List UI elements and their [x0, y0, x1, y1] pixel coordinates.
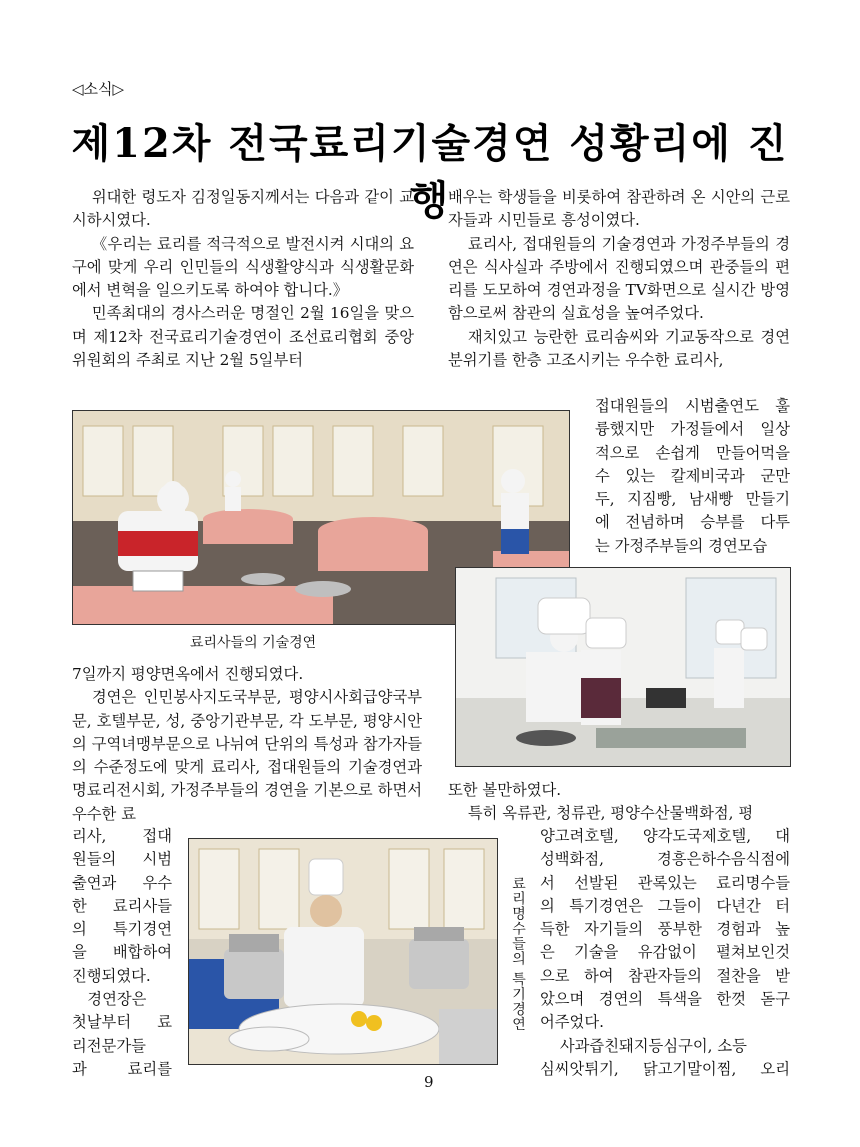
line: 리사, 접대 — [72, 827, 172, 845]
cooking-contest-photo-3 — [188, 838, 498, 1065]
line: 출연과 우수 — [72, 873, 172, 892]
photo-caption: 료리사들의 기술경연 — [190, 635, 317, 651]
page-number: 9 — [424, 1073, 434, 1091]
paragraph: 료리사, 접대원들의 기술경연과 가정주부들의 경연은 식사실과 주방에서 진행되였으며 관중들의 편리를 도모하여 경연과정을 TV화면으로 실시간 방영함으로써 참관의 실효성을 높여주었다. — [448, 234, 790, 323]
line: 서 선발된 관록있는 료리명수들 — [540, 873, 790, 892]
line: 리전문가들 — [72, 1036, 146, 1055]
line: 수 있는 칼제비국과 군만 — [595, 466, 790, 485]
right-column-mid — [448, 779, 790, 826]
line: 을 배합하여 — [72, 943, 172, 962]
line: 과 료리를 — [72, 1059, 172, 1078]
page-headline: 제12차 전국료리기술경연 성황리에 진행 — [71, 120, 789, 224]
line: 득한 자기들의 풍부한 경험과 높 — [540, 920, 790, 939]
line: 으로 하여 참관자들의 절찬을 받 — [540, 966, 790, 985]
cooking-contest-photo-2 — [455, 567, 791, 767]
line: 사과즙친돼지등심구이, 소등 — [559, 1036, 747, 1055]
paragraph: 위대한 령도자 김정일동지께서는 다음과 같이 교시하시였다. — [72, 188, 414, 230]
line: 적으로 손쉽게 만들어먹을 — [595, 443, 790, 462]
left-column-narrow — [72, 825, 172, 1081]
line: 는 가정주부들의 경연모습 — [595, 536, 768, 555]
line: 두, 지짐빵, 남새빵 만들기 — [595, 490, 790, 509]
paragraph: 《우리는 료리를 적극적으로 발전시켜 시대의 요구에 맞게 우리 인민들의 식생활양식과 식생활문화에서 변혁을 일으키도록 하여야 합니다.》 — [72, 234, 414, 300]
right-column-narrow — [595, 395, 790, 558]
line: 에 전념하며 승부를 다투 — [595, 513, 790, 532]
line: 어주었다. — [540, 1013, 604, 1032]
paragraph: 특히 옥류관, 청류관, 평양수산물백화점, 평 — [467, 804, 754, 823]
left-column-top — [72, 186, 414, 372]
line: 의 특기경연은 그들이 다년간 터 — [540, 896, 790, 915]
line: 경연장은 — [87, 990, 147, 1009]
right-column-top — [448, 186, 790, 372]
paragraph: 또한 볼만하였다. — [448, 781, 562, 799]
line: 접대원들의 시범출연도 훌 — [595, 397, 790, 415]
left-column-mid — [72, 663, 422, 826]
line: 심씨앗튀기, 닭고기말이찜, 오리 — [540, 1059, 790, 1078]
paragraph: 7일까지 평양면옥에서 진행되였다. — [72, 665, 304, 683]
line: 의 특기경연 — [72, 920, 172, 939]
line: 한 료리사들 — [72, 896, 172, 915]
line: 륭했지만 가정들에서 일상 — [595, 420, 790, 439]
paragraph: 배우는 학생들을 비롯하여 참관하려 온 시안의 근로자들과 시민들로 흥성이였다. — [448, 188, 790, 230]
line: 은 기술을 유감없이 펼쳐보인것 — [540, 943, 790, 962]
line: 진행되였다. — [72, 966, 151, 985]
paragraph: 민족최대의 경사스러운 명절인 2월 16일을 맞으며 제12차 전국료리기술경연이 조선료리협회 중앙위원회의 주최로 지난 2월 5일부터 — [72, 304, 414, 370]
paragraph: 재치있고 능란한 료리솜씨와 기교동작으로 경연분위기를 한층 고조시키는 우수한 료리사, — [448, 327, 790, 370]
photo-caption-vertical: 료리명수들의 특기경연 — [510, 876, 526, 1032]
line: 양고려호텔, 양각도국제호텔, 대 — [540, 827, 790, 845]
line: 았으며 경연의 특색을 한껏 돋구 — [540, 990, 790, 1009]
line: 원들의 시범 — [72, 850, 172, 869]
paragraph: 경연은 인민봉사지도국부문, 평양시사회급양국부문, 호텔부문, 성, 중앙기관부문, 각 도부문, 평양시안의 구역녀맹부문으로 나뉘여 단위의 특성과 참가자들의 수준정도에 맞게 료리사, 접대원들의 기술경연과 명료리전시회, 가정주부들의 경연을 기본으로 하면서 우수한 료 — [72, 688, 422, 823]
right-column-bottom — [540, 825, 790, 1081]
line: 첫날부터 료 — [72, 1013, 172, 1032]
line: 성백화점, 경흥은하수음식점에 — [540, 850, 790, 869]
section-tag: ◁소식▷ — [72, 80, 125, 98]
